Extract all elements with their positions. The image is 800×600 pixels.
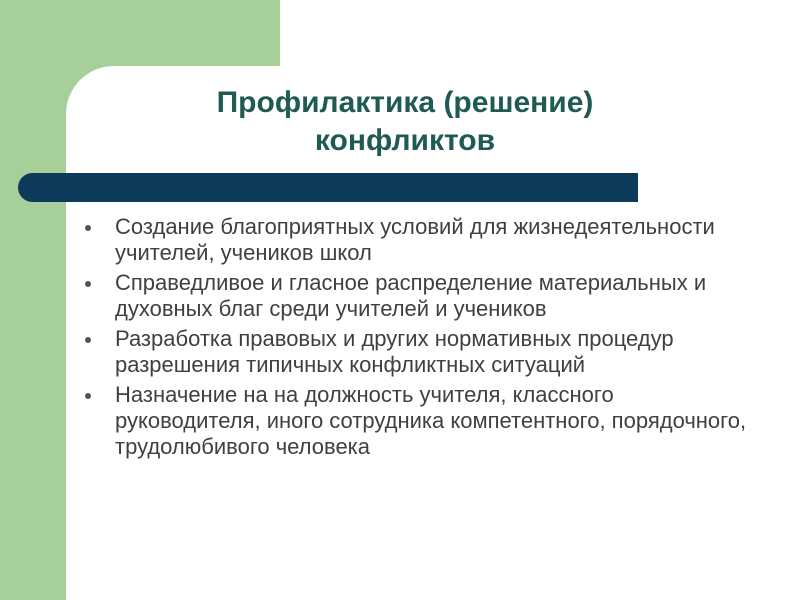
slide-title-line-2: конфликтов [314,124,496,157]
bullet-item [82,270,762,322]
bullet-text: Разработка правовых и других нормативных процедур разрешения типичных конфликтных ситуаций [115,326,674,377]
title-divider-bar [18,173,638,202]
bullet-dot-icon [85,393,91,399]
bullet-text: Назначение на на должность учителя, классного руководителя, иного сотрудника компетентного, порядочного, трудолюбивого человека [115,382,747,459]
bullet-list [82,214,762,464]
bullet-dot-icon [85,337,91,343]
bullet-dot-icon [85,281,91,287]
bullet-item [82,214,762,266]
bullet-text: Справедливое и гласное распределение материальных и духовных благ среди учителей и учеников [115,270,707,321]
bullet-dot-icon [85,225,91,231]
bullet-item [82,326,762,378]
bullet-text: Создание благоприятных условий для жизнедеятельности учителей, учеников школ [115,214,715,265]
bullet-item [82,382,762,460]
slide-title-line-1: Профилактика (решение) [216,86,594,119]
slide-title [150,84,660,160]
